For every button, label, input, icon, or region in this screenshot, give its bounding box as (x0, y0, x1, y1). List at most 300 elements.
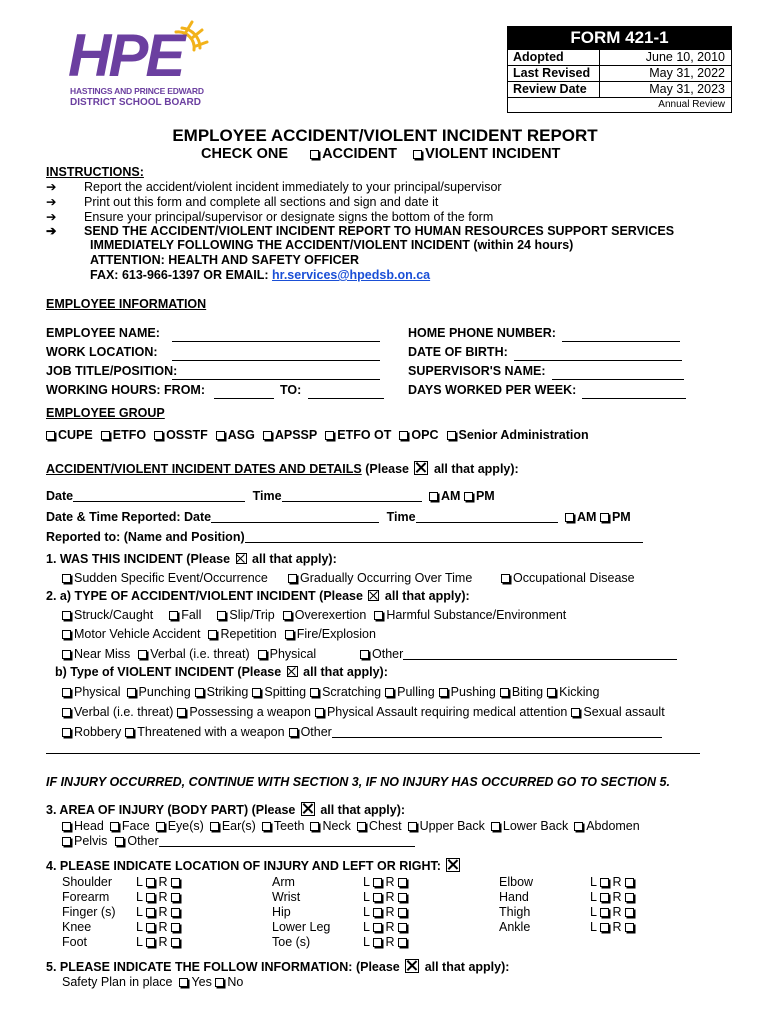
other-vi-line[interactable] (332, 725, 662, 738)
q2b-row-2 (62, 705, 665, 719)
physical-assault-checkbox[interactable] (315, 708, 324, 717)
option-label: Overexertion (294, 608, 367, 622)
hours-to-label: TO: (280, 383, 302, 397)
other-body-checkbox[interactable] (115, 837, 124, 846)
checked-box-icon (287, 666, 298, 677)
threatened-checkbox[interactable] (125, 728, 134, 737)
home-phone-line[interactable] (562, 329, 680, 342)
q3-suffix: all that apply): (316, 803, 406, 817)
spitting-checkbox[interactable] (252, 688, 261, 697)
q3-row-2 (62, 834, 415, 848)
other-body-line[interactable] (159, 834, 415, 847)
left-checkbox[interactable] (600, 893, 609, 902)
am-label: AM (441, 489, 461, 503)
verbal-vi-checkbox[interactable] (62, 708, 71, 717)
right-checkbox[interactable] (398, 878, 407, 887)
right-checkbox[interactable] (625, 908, 634, 917)
check-one-label: CHECK ONE (201, 146, 289, 162)
lr-pair (136, 935, 183, 950)
other-vi-checkbox[interactable] (289, 728, 298, 737)
safety-yes-checkbox[interactable] (179, 978, 188, 987)
left-checkbox[interactable] (146, 938, 155, 947)
left-label: L (136, 890, 143, 904)
violent-incident-label: VIOLENT INCIDENT (425, 146, 561, 162)
q3-heading (46, 802, 405, 817)
no-label: No (227, 975, 244, 989)
am-checkbox[interactable] (429, 492, 438, 501)
q2a-heading (46, 589, 470, 603)
q1-option-2 (288, 571, 472, 585)
right-checkbox[interactable] (625, 923, 634, 932)
review-row (508, 81, 731, 97)
other-checkbox[interactable] (360, 650, 369, 659)
incident-date-row (46, 489, 495, 503)
q5-heading (46, 959, 509, 974)
right-checkbox[interactable] (398, 893, 407, 902)
left-checkbox[interactable] (373, 908, 382, 917)
instruction-2 (46, 194, 438, 209)
q4-col3 (499, 875, 533, 935)
left-label: L (363, 920, 370, 934)
option-label: Slip/Trip (229, 608, 275, 622)
reported-time-label: Time (386, 510, 416, 524)
lr-pair (363, 875, 410, 890)
verbal-checkbox[interactable] (138, 650, 147, 659)
work-location-field[interactable] (46, 345, 158, 359)
safety-plan-row (62, 975, 243, 989)
option-label: Motor Vehicle Accident (74, 627, 201, 641)
pelvis-checkbox[interactable] (62, 837, 71, 846)
option-label: Pushing (450, 685, 496, 699)
teeth-checkbox[interactable] (262, 822, 271, 831)
lr-pair (136, 890, 183, 905)
slip-trip-checkbox[interactable] (217, 611, 226, 620)
checked-box-icon (414, 461, 428, 475)
checked-box-icon (236, 553, 247, 564)
supervisor-field[interactable] (408, 364, 546, 378)
etfo-ot-checkbox[interactable] (325, 431, 334, 440)
q1-heading (46, 552, 337, 566)
q2a-row-3 (62, 647, 324, 661)
body-part-label: Foot (62, 935, 88, 949)
checked-box-icon (368, 590, 379, 601)
physical-checkbox[interactable] (258, 650, 267, 659)
q4-col3-lr (590, 875, 637, 935)
option-label: Pelvis (74, 834, 108, 848)
label: WORK LOCATION: (46, 345, 158, 359)
biting-checkbox[interactable] (500, 688, 509, 697)
check-one-row (201, 146, 560, 162)
instruction-text: Print out this form and complete all sections and sign and date it (84, 195, 439, 209)
instruction-4-cont3 (90, 268, 430, 282)
right-label: R (158, 920, 168, 934)
option-label: Gradually Occurring Over Time (300, 571, 473, 585)
right-label: R (158, 905, 168, 919)
right-checkbox[interactable] (171, 923, 180, 932)
hours-from-line[interactable] (214, 386, 274, 399)
q4-col1-lr (136, 875, 183, 950)
option-label: Chest (368, 819, 402, 833)
etfo-checkbox[interactable] (101, 431, 110, 440)
right-checkbox[interactable] (398, 908, 407, 917)
left-label: L (136, 920, 143, 934)
right-checkbox[interactable] (171, 893, 180, 902)
option-label: Occupational Disease (513, 571, 635, 585)
chest-checkbox[interactable] (357, 822, 366, 831)
label: SUPERVISOR'S NAME: (408, 364, 546, 378)
checked-box-icon (405, 959, 419, 973)
email-link[interactable]: hr.services@hpedsb.on.ca (272, 268, 431, 282)
asg-checkbox[interactable] (216, 431, 225, 440)
right-label: R (385, 905, 395, 919)
right-label: R (158, 890, 168, 904)
option-label: Neck (322, 819, 351, 833)
fire-explosion-checkbox[interactable] (285, 630, 294, 639)
reported-time-line[interactable] (416, 510, 558, 523)
right-checkbox[interactable] (625, 893, 634, 902)
review-label: Review Date (508, 82, 600, 97)
senior-admin-checkbox[interactable] (447, 431, 456, 440)
left-label: L (136, 905, 143, 919)
arrow-icon: ➔ (46, 195, 57, 209)
logo-line2: DISTRICT SCHOOL BOARD (70, 97, 201, 108)
option-label: Biting (511, 685, 544, 699)
weapon-checkbox[interactable] (177, 708, 186, 717)
occupational-disease-checkbox[interactable] (501, 574, 510, 583)
body-part-label: Knee (62, 920, 92, 934)
option-label: Struck/Caught (74, 608, 154, 622)
arrow-icon: ➔ (46, 224, 57, 238)
left-label: L (363, 875, 370, 889)
option-label: APSSP (274, 428, 318, 442)
instruction-4-cont2: ATTENTION: HEALTH AND SAFETY OFFICER (90, 253, 359, 267)
option-label: Verbal (i.e. threat) (150, 647, 250, 661)
near-miss-checkbox[interactable] (62, 650, 71, 659)
revised-date: May 31, 2022 (649, 66, 725, 80)
left-checkbox[interactable] (146, 878, 155, 887)
label: EMPLOYEE NAME: (46, 326, 160, 340)
board-logo (64, 18, 214, 113)
injury-instruction: IF INJURY OCCURRED, CONTINUE WITH SECTION 3, IF NO INJURY HAS OCCURRED GO TO SECTION 5. (46, 775, 670, 789)
option-label: Lower Back (502, 819, 569, 833)
right-label: R (385, 935, 395, 949)
apssp-checkbox[interactable] (263, 431, 272, 440)
logo-line1: HASTINGS AND PRINCE EDWARD (70, 86, 204, 96)
employee-name-field[interactable] (46, 326, 160, 340)
option-label: Near Miss (74, 647, 131, 661)
left-checkbox[interactable] (146, 908, 155, 917)
right-checkbox[interactable] (398, 938, 407, 947)
ears-checkbox[interactable] (210, 822, 219, 831)
osstf-checkbox[interactable] (154, 431, 163, 440)
struck-checkbox[interactable] (62, 611, 71, 620)
safety-no-checkbox[interactable] (215, 978, 224, 987)
left-checkbox[interactable] (373, 893, 382, 902)
instruction-4-cont1: IMMEDIATELY FOLLOWING THE ACCIDENT/VIOLENT INCIDENT (within 24 hours) (90, 238, 574, 252)
employee-group-options (46, 428, 597, 442)
q4-col2-lr (363, 875, 410, 950)
left-checkbox[interactable] (600, 908, 609, 917)
pulling-checkbox[interactable] (385, 688, 394, 697)
right-checkbox[interactable] (398, 923, 407, 932)
lower-back-checkbox[interactable] (491, 822, 500, 831)
option-label: Physical Assault requiring medical attention (326, 705, 568, 719)
date-line[interactable] (73, 489, 245, 502)
option-label: OSSTF (166, 428, 208, 442)
work-location-line[interactable] (172, 348, 380, 361)
q3-label: 3. AREA OF INJURY (BODY PART) (Please (46, 803, 299, 817)
sexual-assault-checkbox[interactable] (571, 708, 580, 717)
instruction-1 (46, 179, 502, 194)
yes-label: Yes (191, 975, 212, 989)
reported-to-label: Reported to: (Name and Position) (46, 530, 245, 544)
form-number: FORM 421-1 (508, 27, 731, 49)
working-hours-field[interactable] (46, 383, 205, 397)
please-text: (Please (361, 462, 413, 476)
q2a-label: 2. a) TYPE OF ACCIDENT/VIOLENT INCIDENT (Please (46, 589, 367, 603)
lr-pair (363, 920, 410, 935)
body-part-label: Thigh (499, 905, 531, 919)
harmful-substance-checkbox[interactable] (374, 611, 383, 620)
option-label: Eye(s) (167, 819, 204, 833)
q1-option-1 (62, 571, 268, 585)
right-label: R (385, 890, 395, 904)
employee-info-heading: EMPLOYEE INFORMATION (46, 297, 207, 311)
lr-pair (363, 905, 410, 920)
accident-checkbox[interactable] (310, 150, 319, 159)
instruction-text: Ensure your principal/supervisor or designate signs the bottom of the form (84, 210, 494, 224)
instruction-4 (46, 223, 674, 238)
logo-letters: HPE (68, 22, 183, 89)
job-title-field[interactable] (46, 364, 177, 378)
all-apply-text: all that apply): (433, 462, 519, 476)
right-label: R (158, 935, 168, 949)
sudden-event-checkbox[interactable] (62, 574, 71, 583)
body-part-label: Arm (272, 875, 295, 889)
adopted-date: June 10, 2010 (645, 50, 725, 64)
right-checkbox[interactable] (171, 938, 180, 947)
pm-label: PM (475, 489, 495, 503)
supervisor-line[interactable] (552, 367, 684, 380)
q5-suffix: all that apply): (424, 960, 510, 974)
label: JOB TITLE/POSITION: (46, 364, 178, 378)
repetition-checkbox[interactable] (208, 630, 217, 639)
days-worked-line[interactable] (582, 386, 686, 399)
option-label: Scratching (322, 685, 382, 699)
q2a-other (360, 647, 677, 661)
body-part-label: Hand (499, 890, 529, 904)
lr-pair (136, 920, 183, 935)
gradual-checkbox[interactable] (288, 574, 297, 583)
hours-to-line[interactable] (308, 386, 384, 399)
q4-heading (46, 858, 462, 873)
physical-vi-checkbox[interactable] (62, 688, 71, 697)
abdomen-checkbox[interactable] (574, 822, 583, 831)
right-checkbox[interactable] (625, 878, 634, 887)
option-label: Striking (206, 685, 249, 699)
violent-incident-checkbox[interactable] (413, 150, 422, 159)
details-title: ACCIDENT/VIOLENT INCIDENT DATES AND DETAILS (46, 462, 362, 476)
cupe-checkbox[interactable] (46, 431, 55, 440)
label: DAYS WORKED PER WEEK: (408, 383, 577, 397)
q1-suffix: all that apply): (248, 552, 337, 566)
right-checkbox[interactable] (171, 878, 180, 887)
option-label: Fire/Explosion (296, 627, 376, 641)
left-label: L (590, 890, 597, 904)
option-label: Threatened with a weapon (137, 725, 285, 739)
q2b-row-1 (62, 685, 599, 699)
revised-label: Last Revised (508, 66, 600, 81)
label: DATE OF BIRTH: (408, 345, 508, 359)
fall-checkbox[interactable] (169, 611, 178, 620)
option-label: Kicking (559, 685, 600, 699)
opc-checkbox[interactable] (399, 431, 408, 440)
reported-am-checkbox[interactable] (565, 513, 574, 522)
right-label: R (612, 890, 622, 904)
body-part-label: Toe (s) (272, 935, 311, 949)
option-label: ASG (227, 428, 255, 442)
option-label: ETFO (112, 428, 147, 442)
left-label: L (590, 920, 597, 934)
time-line[interactable] (282, 489, 422, 502)
option-label: CUPE (58, 428, 93, 442)
dob-field[interactable] (408, 345, 508, 359)
right-label: R (612, 905, 622, 919)
q4-col2 (272, 875, 330, 950)
reported-date-line[interactable] (211, 510, 379, 523)
body-part-label: Hip (272, 905, 291, 919)
option-label: OPC (411, 428, 439, 442)
q2b-extra-line[interactable] (46, 743, 700, 754)
other-line[interactable] (403, 647, 677, 660)
right-label: R (612, 875, 622, 889)
body-part-label: Forearm (62, 890, 110, 904)
option-label: Sexual assault (583, 705, 665, 719)
q1-label: 1. WAS THIS INCIDENT (Please (46, 552, 234, 566)
eyes-checkbox[interactable] (156, 822, 165, 831)
body-part-label: Ankle (499, 920, 531, 934)
option-label: ETFO OT (337, 428, 392, 442)
punching-checkbox[interactable] (127, 688, 136, 697)
option-label: Robbery (74, 725, 122, 739)
right-label: R (612, 920, 622, 934)
left-checkbox[interactable] (146, 893, 155, 902)
job-title-line[interactable] (172, 367, 380, 380)
option-label: Pulling (397, 685, 435, 699)
right-label: R (158, 875, 168, 889)
striking-checkbox[interactable] (195, 688, 204, 697)
time-label: Time (252, 489, 282, 503)
safety-plan-label: Safety Plan in place (62, 975, 173, 989)
lr-pair (136, 905, 183, 920)
reported-to-row (46, 530, 643, 544)
option-label: Other (300, 725, 332, 739)
am-label: AM (577, 510, 597, 524)
instruction-text: Report the accident/violent incident immediately to your principal/supervisor (84, 180, 502, 194)
adopted-row (508, 49, 731, 65)
kicking-checkbox[interactable] (547, 688, 556, 697)
adopted-label: Adopted (508, 50, 600, 65)
option-label: Verbal (i.e. threat) (74, 705, 174, 719)
right-checkbox[interactable] (171, 908, 180, 917)
pm-checkbox[interactable] (464, 492, 473, 501)
body-part-label: Elbow (499, 875, 534, 889)
face-checkbox[interactable] (110, 822, 119, 831)
left-checkbox[interactable] (373, 878, 382, 887)
details-heading (46, 461, 519, 476)
overexertion-checkbox[interactable] (283, 611, 292, 620)
option-label: Sudden Specific Event/Occurrence (74, 571, 268, 585)
right-label: R (385, 875, 395, 889)
body-part-label: Lower Leg (272, 920, 331, 934)
left-checkbox[interactable] (600, 878, 609, 887)
lr-pair (363, 935, 410, 950)
right-label: R (385, 920, 395, 934)
left-checkbox[interactable] (373, 923, 382, 932)
arrow-icon: ➔ (46, 210, 57, 224)
q2a-suffix: all that apply): (381, 589, 470, 603)
reported-to-line[interactable] (245, 530, 643, 543)
scratching-checkbox[interactable] (310, 688, 319, 697)
lr-pair (136, 875, 183, 890)
left-checkbox[interactable] (600, 923, 609, 932)
option-label: Spitting (264, 685, 307, 699)
upper-back-checkbox[interactable] (408, 822, 417, 831)
home-phone-field[interactable] (408, 326, 556, 340)
left-label: L (363, 890, 370, 904)
reported-date-row (46, 510, 631, 524)
option-label: Physical (74, 685, 121, 699)
left-label: L (136, 935, 143, 949)
q4-label: 4. PLEASE INDICATE LOCATION OF INJURY AND LEFT OR RIGHT: (46, 859, 441, 873)
neck-checkbox[interactable] (310, 822, 319, 831)
arrow-icon: ➔ (46, 180, 57, 194)
days-worked-field[interactable] (408, 383, 576, 397)
left-checkbox[interactable] (373, 938, 382, 947)
lr-pair (363, 890, 410, 905)
body-part-label: Shoulder (62, 875, 113, 889)
instructions-heading: INSTRUCTIONS: (46, 165, 144, 179)
pushing-checkbox[interactable] (439, 688, 448, 697)
form-info-box (507, 26, 732, 113)
checked-box-icon (446, 858, 460, 872)
q2a-row-2 (62, 627, 384, 641)
pm-label: PM (611, 510, 631, 524)
option-label: Fall (181, 608, 202, 622)
checked-box-icon (301, 802, 315, 816)
left-checkbox[interactable] (146, 923, 155, 932)
employee-group-heading: EMPLOYEE GROUP (46, 406, 165, 420)
option-label: Senior Administration (458, 428, 589, 442)
option-label: Head (74, 819, 104, 833)
instruction-3 (46, 209, 493, 224)
dob-line[interactable] (514, 348, 682, 361)
option-label: Teeth (273, 819, 305, 833)
lr-pair (590, 920, 637, 935)
left-label: L (363, 905, 370, 919)
revised-row (508, 65, 731, 81)
reported-pm-checkbox[interactable] (600, 513, 609, 522)
label: WORKING HOURS: FROM: (46, 383, 206, 397)
q2b-heading (55, 665, 388, 679)
option-label: Other (372, 647, 404, 661)
robbery-checkbox[interactable] (62, 728, 71, 737)
employee-name-line[interactable] (172, 329, 380, 342)
fax-label: FAX: 613-966-1397 OR EMAIL: (90, 268, 273, 282)
q3-row-1 (62, 819, 640, 833)
head-checkbox[interactable] (62, 822, 71, 831)
motor-vehicle-checkbox[interactable] (62, 630, 71, 639)
